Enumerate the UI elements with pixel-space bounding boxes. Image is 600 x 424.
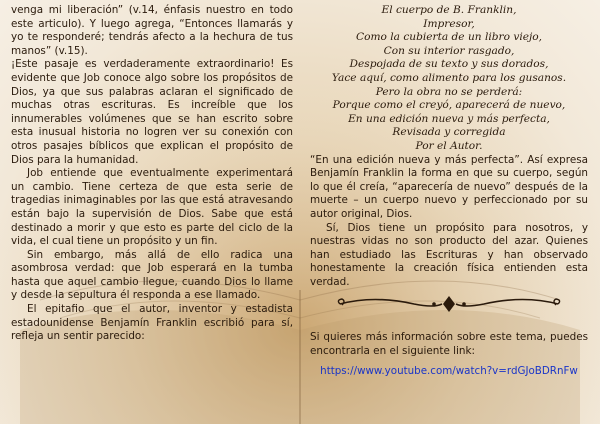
- right-column: [310, 4, 588, 377]
- right-paragraph-1: “En una edición nueva y más perfecta”. Así expresa Benjamín Franklin la forma en que su cuerpo, según lo que él creía, “aparecería de nuevo” después de la muerte – un cuerpo nuevo y perfeccionado por su autor original, Dios.: [310, 153, 588, 220]
- left-paragraph-2: ¡Este pasaje es verdaderamente extraordinario! Es evidente que Job conoce algo sobre los propósitos de Dios, ya que sus palabras aclaran el significado de muchas otras escrituras. Es increíble que los innumerables volúmenes que se han escrito sobre esta inusual historia no logren ver su conexión con otros pasajes bíblicos que explican el propósito de Dios para la humanidad.: [11, 58, 293, 166]
- more-info-text: Si quieres más información sobre este tema, puedes encontrarla en el siguiente link:: [310, 331, 588, 358]
- left-paragraph-1: venga mi liberación” (v.14, énfasis nuestro en todo este articulo). Y luego agrega, “Entonces llamarás y yo te responderé; tendrás afecto a la hechura de tus manos” (v.15).: [11, 4, 293, 57]
- left-column: [11, 4, 293, 344]
- left-paragraph-4: Sin embargo, más allá de ello radica una asombrosa verdad: que Job esperará en la tumba hasta que aquel cambio llegue, cuando Dios lo llame y desde la sepultura él responda a ese llamado.: [11, 248, 293, 302]
- right-paragraph-2: Sí, Dios tiene un propósito para nosotros, y nuestras vidas no son producto del azar. Quienes han estudiado las Escrituras y han observado honestamente la creación física entienden esta verdad.: [310, 221, 588, 288]
- epitaph-line: Porque como el creyó, aparecerá de nuevo,: [332, 99, 566, 112]
- franklin-epitaph: [310, 4, 588, 154]
- left-paragraph-5: El epitafio que el autor, inventor y estadista estadounidense Benjamín Franklin escribió para sí, refleja un sentir parecido:: [11, 303, 293, 343]
- epitaph-line: Yace aquí, como alimento para los gusanos.: [331, 71, 567, 84]
- epitaph-line: Por el Autor.: [415, 139, 483, 152]
- left-paragraph-3: Job entiende que eventualmente experimentará un cambio. Tiene certeza de que esta serie de tragedias inimaginables por las que está atravesando están bajo la supervisión de Dios. Sabe que está destinado a morir y que esto es parte del ciclo de la vida, el cual tiene un propósito y un fin.: [11, 167, 293, 248]
- epitaph-line: Pero la obra no se perderá:: [375, 85, 523, 98]
- epitaph-line: Con su interior rasgado,: [383, 44, 515, 57]
- epitaph-line: Impresor,: [423, 17, 475, 30]
- youtube-link[interactable]: https://www.youtube.com/watch?v=rdGJoBDRnFw: [320, 364, 578, 377]
- epitaph-line: El cuerpo de B. Franklin,: [381, 4, 517, 16]
- epitaph-line: Revisada y corregida: [392, 126, 506, 139]
- epitaph-line: Despojada de su texto y sus dorados,: [349, 58, 549, 71]
- epitaph-line: En una edición nueva y más perfecta,: [348, 112, 550, 125]
- ornament-divider: [334, 293, 564, 315]
- epitaph-line: Como la cubierta de un libro viejo,: [355, 31, 543, 44]
